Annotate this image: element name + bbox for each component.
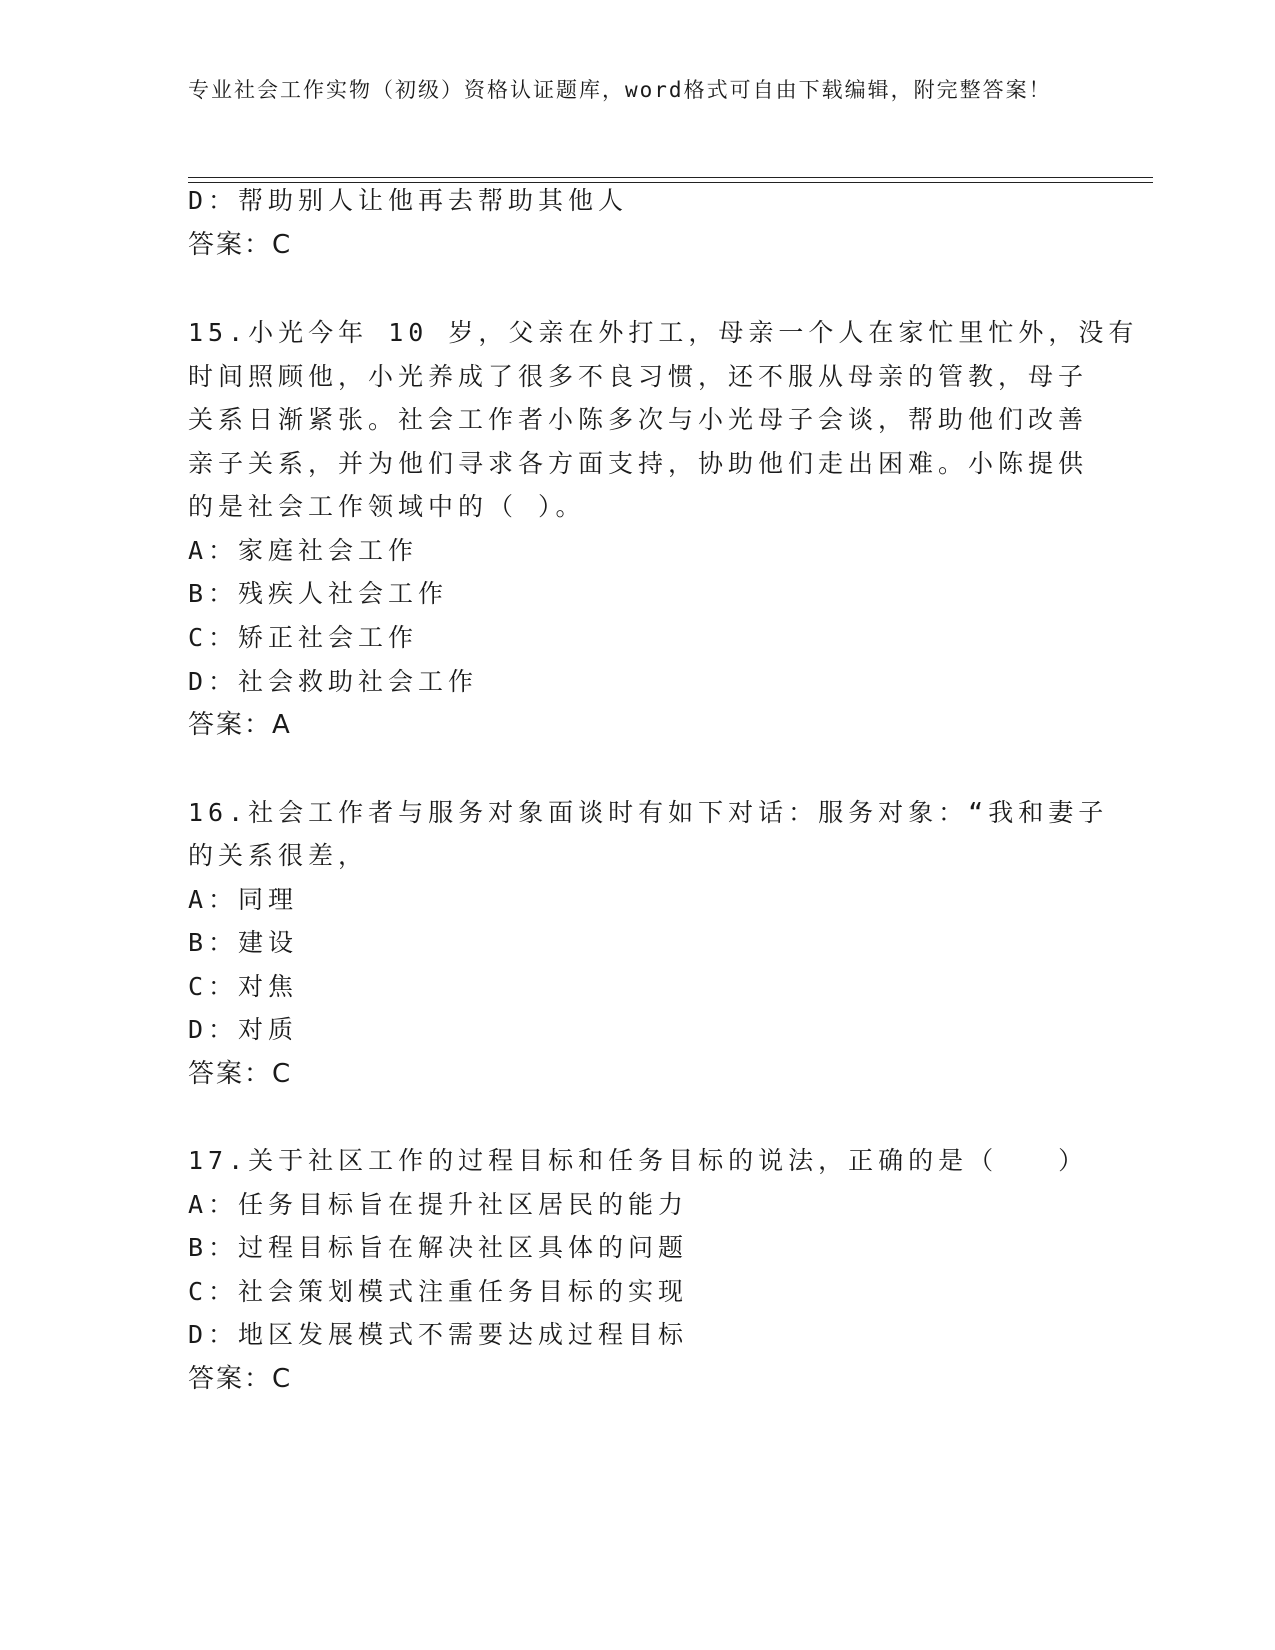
q17-option-a: A：任务目标旨在提升社区居民的能力 [188,1190,689,1219]
q17-option-b: B：过程目标旨在解决社区具体的问题 [188,1233,689,1262]
prev-answer: 答案：C [188,230,293,260]
prev-option-d: D：帮助别人让他再去帮助其他人 [188,186,629,215]
q16-answer: 答案：C [188,1059,293,1089]
q16-option-b: B：建设 [188,928,299,957]
q15-option-a: A：家庭社会工作 [188,536,419,565]
q16-option-a: A：同理 [188,885,299,914]
q16-line-1: 16.社会工作者与服务对象面谈时有如下对话：服务对象：“我和妻子 [188,798,1109,827]
q15-option-c: C：矫正社会工作 [188,623,419,652]
page-header: 专业社会工作实物（初级）资格认证题库，word格式可自由下载编辑，附完整答案！ [188,78,1052,102]
header-divider-bottom [188,182,1153,183]
q15-line-3: 关系日渐紧张。社会工作者小陈多次与小光母子会谈，帮助他们改善 [188,405,1089,434]
q15-line-2: 时间照顾他，小光养成了很多不良习惯，还不服从母亲的管教，母子 [188,362,1089,391]
q16-option-d: D：对质 [188,1015,299,1044]
q15-option-d: D：社会救助社会工作 [188,667,479,696]
q15-answer: 答案：A [188,710,292,740]
header-divider-top [188,177,1153,178]
q17-option-c: C：社会策划模式注重任务目标的实现 [188,1277,689,1306]
q15-line-4: 亲子关系，并为他们寻求各方面支持，协助他们走出困难。小陈提供 [188,449,1089,478]
q16-line-2: 的关系很差， [188,841,369,870]
q15-line-1: 15.小光今年 10 岁，父亲在外打工，母亲一个人在家忙里忙外，没有 [188,318,1139,347]
q15-option-b: B：残疾人社会工作 [188,579,449,608]
q17-line-1: 17.关于社区工作的过程目标和任务目标的说法，正确的是（ ） [188,1146,1089,1175]
q16-option-c: C：对焦 [188,972,299,1001]
q15-line-5: 的是社会工作领域中的（ ）。 [188,492,586,521]
q17-answer: 答案：C [188,1364,293,1394]
q17-option-d: D：地区发展模式不需要达成过程目标 [188,1320,689,1349]
